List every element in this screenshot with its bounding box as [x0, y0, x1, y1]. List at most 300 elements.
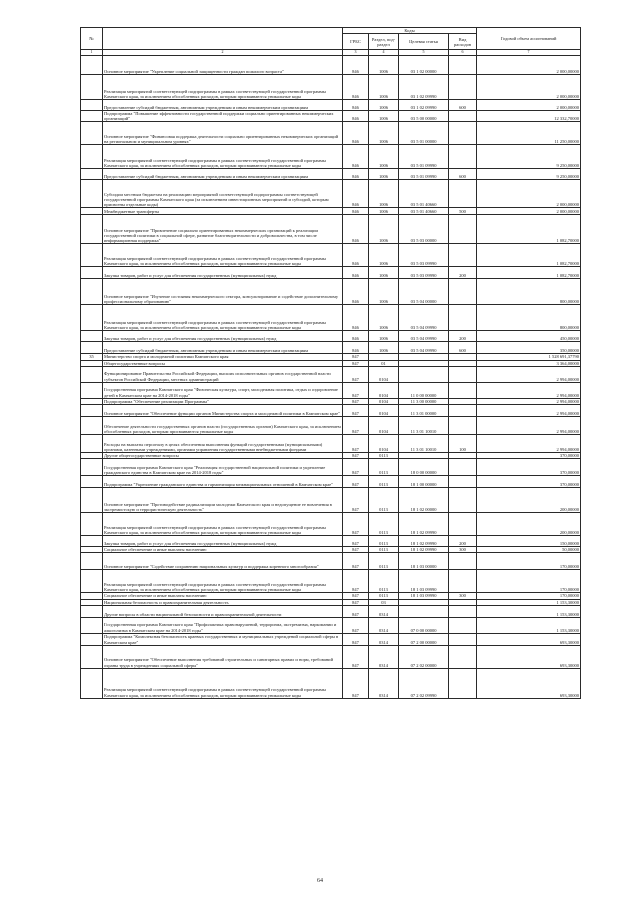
expense-type-code — [449, 570, 477, 593]
grbs-code: 846 — [343, 208, 369, 215]
amount-value: 370,00000 — [477, 459, 581, 476]
grbs-code: 846 — [343, 215, 369, 244]
amount-value: 170,00000 — [477, 553, 581, 570]
row-number — [81, 570, 103, 593]
target-article-code: 07 2 02 00000 — [399, 645, 449, 668]
section-code: 1006 — [369, 169, 399, 180]
expense-type-code: 100 — [449, 435, 477, 453]
grbs-code: 847 — [343, 459, 369, 476]
target-article-code: 03 5 04 09990 — [399, 305, 449, 331]
table-row — [81, 215, 581, 244]
expense-name: Реализация мероприятий соответствующей подпрограммы в рамках соответствующей государственной программы Камчатского края, за исключением обособленных расходов, которым присваиваются уникальные коды — [103, 570, 343, 593]
expense-name: Предоставление субсидий бюджетным, автономным учреждениям и иным некоммерческим организациям — [103, 100, 343, 111]
target-article-code: 18 1 02 00000 — [399, 488, 449, 513]
section-code: 0113 — [369, 593, 399, 599]
table-row — [81, 645, 581, 668]
amount-value: 170,00000 — [477, 593, 581, 599]
expense-name: Обеспечение деятельности государственных органов власти (государственных органов) Камчатского края, за исключением обособленных расходов, которым присваиваются уникальные коды — [103, 417, 343, 435]
expense-name: Основное мероприятие "Содействие сохранению национальных культур и поддержка коренного многообразия" — [103, 553, 343, 570]
section-code: 0113 — [369, 553, 399, 570]
row-number — [81, 180, 103, 208]
expense-type-code — [449, 459, 477, 476]
grbs-code: 846 — [343, 100, 369, 111]
grbs-code: 846 — [343, 169, 369, 180]
expense-name: Подпрограмма "Укрепление гражданского единства и гармонизация межнациональных отношений в Камчатском крае" — [103, 476, 343, 488]
expense-type-code — [449, 111, 477, 122]
expense-name: Социальное обеспечение и иные выплаты населению — [103, 547, 343, 553]
expense-type-code: 300 — [449, 593, 477, 599]
amount-value: 200,00000 — [477, 513, 581, 536]
row-number — [81, 169, 103, 180]
column-index: 1 — [81, 50, 103, 56]
row-number — [81, 417, 103, 435]
target-article-code: 03 5 04 09990 — [399, 342, 449, 354]
expense-type-code — [449, 488, 477, 513]
expense-name: Государственная программа Камчатского края "Реализация государственной национальной политики и укрепление гражданского единства в Камчатском крае на 2014-2018 годы" — [103, 459, 343, 476]
table-row — [81, 617, 581, 633]
section-code: 0113 — [369, 536, 399, 547]
grbs-code: 847 — [343, 593, 369, 599]
table-row — [81, 633, 581, 645]
expense-name: Реализация мероприятий соответствующей подпрограммы в рамках соответствующей государственной программы Камчатского края, за исключением обособленных расходов, которым присваиваются уникальные коды — [103, 668, 343, 698]
expense-type-code: 600 — [449, 169, 477, 180]
target-article-code: 11 3 01 10010 — [399, 435, 449, 453]
expense-type-code — [449, 417, 477, 435]
table-row — [81, 488, 581, 513]
row-number — [81, 633, 103, 645]
grbs-code: 846 — [343, 305, 369, 331]
table-row — [81, 279, 581, 305]
table-row — [81, 668, 581, 698]
target-article-code: 03 1 02 00000 — [399, 56, 449, 75]
section-code: 1006 — [369, 208, 399, 215]
table-row — [81, 305, 581, 331]
grbs-code: 847 — [343, 633, 369, 645]
amount-value: 2 994,00000 — [477, 366, 581, 382]
expense-name: Общегосударственные вопросы — [103, 360, 343, 366]
section-code: 1006 — [369, 75, 399, 100]
budget-table — [80, 27, 581, 699]
target-article-code: 18 1 03 09990 — [399, 593, 449, 599]
table-row — [81, 111, 581, 122]
expense-name: Национальная безопасность и правоохранительная деятельность — [103, 599, 343, 605]
expense-type-code: 200 — [449, 267, 477, 279]
section-code: 1006 — [369, 122, 399, 145]
expense-name: Государственная программа Камчатского края "Профилактика правонарушений, терроризма, экстремизма, наркомании и алкоголизма в Камчатском крае на 2014-2018 годы" — [103, 617, 343, 633]
target-article-code: 03 5 03 09990 — [399, 244, 449, 267]
grbs-code: 847 — [343, 605, 369, 617]
expense-name: Основное мероприятие "Укрепление социальной защищенности граждан пожилого возраста" — [103, 56, 343, 75]
target-article-code: 03 1 02 09990 — [399, 100, 449, 111]
amount-value: 2 994,00000 — [477, 405, 581, 417]
expense-name: Другие вопросы в области национальной безопасности и правоохранительной деятельности — [103, 605, 343, 617]
expense-type-code: 600 — [449, 100, 477, 111]
table-row — [81, 267, 581, 279]
expense-type-code — [449, 668, 477, 698]
row-number — [81, 244, 103, 267]
expense-type-code — [449, 605, 477, 617]
section-code: 0314 — [369, 633, 399, 645]
expense-type-code — [449, 145, 477, 169]
expense-name: Реализация мероприятий соответствующей подпрограммы в рамках соответствующей государственной программы Камчатского края, за исключением обособленных расходов, которым присваиваются уникальные коды — [103, 145, 343, 169]
expense-name: Подпрограмма "Обеспечение реализации Программы" — [103, 398, 343, 404]
amount-value: 2 000,00000 — [477, 208, 581, 215]
amount-value: 2 994,00000 — [477, 417, 581, 435]
section-code: 0113 — [369, 547, 399, 553]
expense-type-code — [449, 617, 477, 633]
row-number — [81, 305, 103, 331]
table-row — [81, 435, 581, 453]
expense-name: Другие общегосударственные вопросы — [103, 453, 343, 459]
amount-value: 693,30000 — [477, 633, 581, 645]
header-amount: Годовой объем ассигнований — [477, 28, 581, 50]
amount-value: 1 153,30000 — [477, 599, 581, 605]
expense-name: Министерство спорта и молодежной политики Камчатского края — [103, 354, 343, 360]
table-row — [81, 513, 581, 536]
amount-value: 370,00000 — [477, 453, 581, 459]
grbs-code: 847 — [343, 488, 369, 513]
grbs-code: 846 — [343, 122, 369, 145]
amount-value: 9 250,00000 — [477, 145, 581, 169]
row-number — [81, 605, 103, 617]
expense-name: Реализация мероприятий соответствующей подпрограммы в рамках соответствующей государственной программы Камчатского края, за исключением обособленных расходов, которым присваиваются уникальные коды — [103, 513, 343, 536]
section-code: 0113 — [369, 453, 399, 459]
section-code: 0104 — [369, 398, 399, 404]
row-number — [81, 342, 103, 354]
table-row — [81, 570, 581, 593]
table-row — [81, 476, 581, 488]
amount-value: 2 994,00000 — [477, 398, 581, 404]
expense-type-code — [449, 513, 477, 536]
column-index: 3 — [343, 50, 369, 56]
target-article-code: 11 0 00 00000 — [399, 382, 449, 398]
row-number — [81, 405, 103, 417]
target-article-code: 11 3 01 10010 — [399, 417, 449, 435]
row-number — [81, 279, 103, 305]
expense-type-code: 200 — [449, 331, 477, 342]
row-number — [81, 536, 103, 547]
grbs-code: 847 — [343, 360, 369, 366]
expense-type-code — [449, 215, 477, 244]
row-number — [81, 75, 103, 100]
grbs-code: 846 — [343, 331, 369, 342]
expense-type-code — [449, 633, 477, 645]
section-code: 03 — [369, 599, 399, 605]
row-number — [81, 208, 103, 215]
amount-value: 1 082,70000 — [477, 244, 581, 267]
amount-value: 2 994,00000 — [477, 382, 581, 398]
expense-name: Функционирование Правительства Российской Федерации, высших исполнительных органов государственной власти субъектов Российской Федерации, местных администраций — [103, 366, 343, 382]
target-article-code: 18 1 00 00000 — [399, 476, 449, 488]
target-article-code: 18 1 03 00000 — [399, 553, 449, 570]
row-number — [81, 488, 103, 513]
grbs-code: 847 — [343, 453, 369, 459]
section-code: 1006 — [369, 279, 399, 305]
target-article-code: 03 5 01 09990 — [399, 145, 449, 169]
expense-type-code: 600 — [449, 342, 477, 354]
section-code: 0314 — [369, 645, 399, 668]
target-article-code — [399, 366, 449, 382]
amount-value: 350,00000 — [477, 342, 581, 354]
target-article-code: 03 5 00 00000 — [399, 111, 449, 122]
column-index: 4 — [369, 50, 399, 56]
header-grbs: ГРБС — [343, 34, 369, 50]
row-number — [81, 100, 103, 111]
amount-value: 693,30000 — [477, 645, 581, 668]
expense-type-code — [449, 476, 477, 488]
table-row — [81, 100, 581, 111]
section-code: 0113 — [369, 476, 399, 488]
target-article-code: 03 5 03 00000 — [399, 215, 449, 244]
grbs-code: 847 — [343, 435, 369, 453]
section-code: 1006 — [369, 100, 399, 111]
section-code: 1006 — [369, 267, 399, 279]
amount-value: 370,00000 — [477, 476, 581, 488]
section-code: 0314 — [369, 617, 399, 633]
table-header — [81, 28, 581, 56]
section-code: 0104 — [369, 417, 399, 435]
expense-name: Субсидии местным бюджетам на реализацию мероприятий соответствующей подпрограммы соответствующей государственной программы Камчатского края (за исключением инвестиционных мероприятий и субсидий, которым присвоены отдельные коды) — [103, 180, 343, 208]
amount-value: 2 000,00000 — [477, 100, 581, 111]
row-number: 35 — [81, 354, 103, 360]
header-codes: Коды — [343, 28, 477, 34]
target-article-code: 03 5 01 09990 — [399, 169, 449, 180]
target-article-code: 03 5 04 00000 — [399, 279, 449, 305]
table-row — [81, 208, 581, 215]
target-article-code: 18 0 00 00000 — [399, 459, 449, 476]
row-number — [81, 668, 103, 698]
expense-name: Закупка товаров, работ и услуг для обеспечения государственных (муниципальных) нужд — [103, 331, 343, 342]
table-row — [81, 417, 581, 435]
table-row — [81, 145, 581, 169]
target-article-code: 11 3 00 00000 — [399, 398, 449, 404]
grbs-code: 847 — [343, 354, 369, 360]
target-article-code: 07 2 00 00000 — [399, 633, 449, 645]
amount-value: 50,00000 — [477, 547, 581, 553]
section-code: 1006 — [369, 215, 399, 244]
amount-value: 450,00000 — [477, 331, 581, 342]
section-code: 1006 — [369, 180, 399, 208]
amount-value: 2 000,00000 — [477, 180, 581, 208]
section-code: 0104 — [369, 382, 399, 398]
amount-value: 3 364,00000 — [477, 360, 581, 366]
row-number — [81, 215, 103, 244]
target-article-code: 18 1 02 09990 — [399, 536, 449, 547]
row-number — [81, 435, 103, 453]
expense-name: Подпрограмма "Комплексная безопасность краевых государственных и муниципальных учреждений социальной сферы в Камчатском крае" — [103, 633, 343, 645]
section-code: 0314 — [369, 668, 399, 698]
amount-value: 200,00000 — [477, 488, 581, 513]
section-code: 1006 — [369, 111, 399, 122]
table-row — [81, 56, 581, 75]
section-code: 1006 — [369, 331, 399, 342]
section-code: 0113 — [369, 459, 399, 476]
page-number: 64 — [317, 878, 323, 884]
target-article-code: 03 5 03 09990 — [399, 267, 449, 279]
expense-name: Основное мероприятие "Обеспечение функции органов Министерства спорта и молодежной политики в Камчатском крае" — [103, 405, 343, 417]
table-row — [81, 122, 581, 145]
row-number — [81, 553, 103, 570]
row-number — [81, 56, 103, 75]
amount-value: 12 332,70000 — [477, 111, 581, 122]
expense-type-code — [449, 366, 477, 382]
table-row — [81, 342, 581, 354]
amount-value: 1 153,30000 — [477, 605, 581, 617]
row-number — [81, 267, 103, 279]
expense-name: Основное мероприятие "Обеспечение выполнения требований строительных и санитарных правил и норм, требований охраны труда в учреждениях социальной сферы" — [103, 645, 343, 668]
table-body — [81, 56, 581, 699]
amount-value: 9 250,00000 — [477, 169, 581, 180]
header-vid: Вид расходов — [449, 34, 477, 50]
expense-type-code — [449, 75, 477, 100]
grbs-code: 847 — [343, 476, 369, 488]
expense-name: Государственная программа Камчатского края "Физическая культура, спорт, молодежная политика, отдых и оздоровление детей в Камчатском крае на 2014-2018 годы" — [103, 382, 343, 398]
section-code: 0113 — [369, 488, 399, 513]
grbs-code: 847 — [343, 513, 369, 536]
section-code: 0104 — [369, 405, 399, 417]
expense-name: Предоставление субсидий бюджетным, автономным учреждениям и иным некоммерческим организациям — [103, 169, 343, 180]
grbs-code: 847 — [343, 398, 369, 404]
amount-value: 2 000,00000 — [477, 75, 581, 100]
amount-value: 1 082,70000 — [477, 267, 581, 279]
section-code: 0104 — [369, 366, 399, 382]
grbs-code: 846 — [343, 111, 369, 122]
table-row — [81, 405, 581, 417]
grbs-code: 847 — [343, 417, 369, 435]
column-index: 2 — [103, 50, 343, 56]
expense-name: Закупка товаров, работ и услуг для обеспечения государственных (муниципальных) нужд — [103, 536, 343, 547]
expense-name: Реализация мероприятий соответствующей подпрограммы в рамках соответствующей государственной программы Камчатского края, за исключением обособленных расходов, которым присваиваются уникальные коды — [103, 305, 343, 331]
grbs-code: 847 — [343, 405, 369, 417]
section-code: 1006 — [369, 145, 399, 169]
expense-name: Предоставление субсидий бюджетным, автономным учреждениям и иным некоммерческим организациям — [103, 342, 343, 354]
table-row — [81, 169, 581, 180]
grbs-code: 847 — [343, 617, 369, 633]
target-article-code — [399, 605, 449, 617]
column-index: 6 — [449, 50, 477, 56]
amount-value: 1 082,70000 — [477, 215, 581, 244]
grbs-code: 847 — [343, 599, 369, 605]
grbs-code: 846 — [343, 145, 369, 169]
grbs-code: 847 — [343, 536, 369, 547]
amount-value: 150,00000 — [477, 536, 581, 547]
section-code: 0113 — [369, 570, 399, 593]
grbs-code: 847 — [343, 570, 369, 593]
expense-type-code: 300 — [449, 547, 477, 553]
grbs-code: 847 — [343, 553, 369, 570]
target-article-code: 03 5 01 00000 — [399, 122, 449, 145]
expense-name: Реализация мероприятий соответствующей подпрограммы в рамках соответствующей государственной программы Камчатского края, за исключением обособленных расходов, которым присваиваются уникальные коды — [103, 244, 343, 267]
row-number — [81, 366, 103, 382]
row-number — [81, 111, 103, 122]
grbs-code: 847 — [343, 382, 369, 398]
grbs-code: 846 — [343, 267, 369, 279]
target-article-code: 03 5 04 09990 — [399, 331, 449, 342]
section-code: 0104 — [369, 435, 399, 453]
expense-type-code — [449, 382, 477, 398]
expense-type-code — [449, 244, 477, 267]
table-row — [81, 366, 581, 382]
expense-type-code: 200 — [449, 536, 477, 547]
expense-type-code — [449, 405, 477, 417]
table-row — [81, 75, 581, 100]
header-target: Целевая статья — [399, 34, 449, 50]
grbs-code: 847 — [343, 366, 369, 382]
target-article-code: 18 1 02 09990 — [399, 547, 449, 553]
row-number — [81, 331, 103, 342]
table-row — [81, 553, 581, 570]
target-article-code: 18 1 03 09990 — [399, 570, 449, 593]
expense-name: Основное мероприятие "Привлечение социально ориентированных некоммерческих организаций к реализации государственной политики в социальной сфере, развитие благотворительности и добровольчества, в том числе информационная поддержка" — [103, 215, 343, 244]
amount-value: 1 528 691,37790 — [477, 354, 581, 360]
row-number — [81, 476, 103, 488]
column-index: 7 — [477, 50, 581, 56]
grbs-code: 846 — [343, 279, 369, 305]
expense-type-code — [449, 553, 477, 570]
target-article-code: 18 1 02 09990 — [399, 513, 449, 536]
section-code: 1006 — [369, 244, 399, 267]
table-row — [81, 382, 581, 398]
expense-name: Социальное обеспечение и иные выплаты населению — [103, 593, 343, 599]
header-num: № — [81, 28, 103, 50]
expense-name: Реализация мероприятий соответствующей подпрограммы в рамках соответствующей государственной программы Камчатского края, за исключением обособленных расходов, которым присваиваются уникальные коды — [103, 75, 343, 100]
expense-type-code — [449, 279, 477, 305]
section-code: 1006 — [369, 305, 399, 331]
expense-name: Подпрограмма "Повышение эффективности государственной поддержки социально ориентированных некоммерческих организаций" — [103, 111, 343, 122]
table-row — [81, 244, 581, 267]
amount-value: 170,00000 — [477, 570, 581, 593]
target-article-code: 03 5 01 40660 — [399, 208, 449, 215]
target-article-code: 07 2 02 09990 — [399, 668, 449, 698]
row-number — [81, 382, 103, 398]
section-code: 0113 — [369, 513, 399, 536]
header-section: Раздел, под-раздел — [369, 34, 399, 50]
expense-type-code: 500 — [449, 208, 477, 215]
header-name — [103, 28, 343, 50]
row-number — [81, 617, 103, 633]
expense-name: Межбюджетные трансферты — [103, 208, 343, 215]
amount-value: 800,00000 — [477, 279, 581, 305]
section-code: 0314 — [369, 605, 399, 617]
budget-table-sheet — [80, 27, 580, 699]
expense-type-code — [449, 56, 477, 75]
table-row — [81, 180, 581, 208]
amount-value: 693,30000 — [477, 668, 581, 698]
expense-type-code — [449, 122, 477, 145]
expense-type-code — [449, 305, 477, 331]
section-code: 01 — [369, 360, 399, 366]
target-article-code: 07 0 00 00000 — [399, 617, 449, 633]
expense-name: Расходы на выплаты персоналу в целях обеспечения выполнения функций государственными (муниципальными) органами, казенными учреждениями, органами управления государственными внебюджетными фондами — [103, 435, 343, 453]
amount-value: 1 153,30000 — [477, 617, 581, 633]
section-code: 1006 — [369, 56, 399, 75]
amount-value: 800,00000 — [477, 305, 581, 331]
grbs-code: 847 — [343, 547, 369, 553]
grbs-code: 847 — [343, 668, 369, 698]
grbs-code: 846 — [343, 56, 369, 75]
amount-value: 2 994,00000 — [477, 435, 581, 453]
row-number — [81, 145, 103, 169]
table-row — [81, 459, 581, 476]
grbs-code: 846 — [343, 244, 369, 267]
amount-value: 11 250,00000 — [477, 122, 581, 145]
grbs-code: 846 — [343, 180, 369, 208]
row-number — [81, 513, 103, 536]
row-number — [81, 459, 103, 476]
table-row — [81, 605, 581, 617]
table-row — [81, 331, 581, 342]
section-code: 1006 — [369, 342, 399, 354]
